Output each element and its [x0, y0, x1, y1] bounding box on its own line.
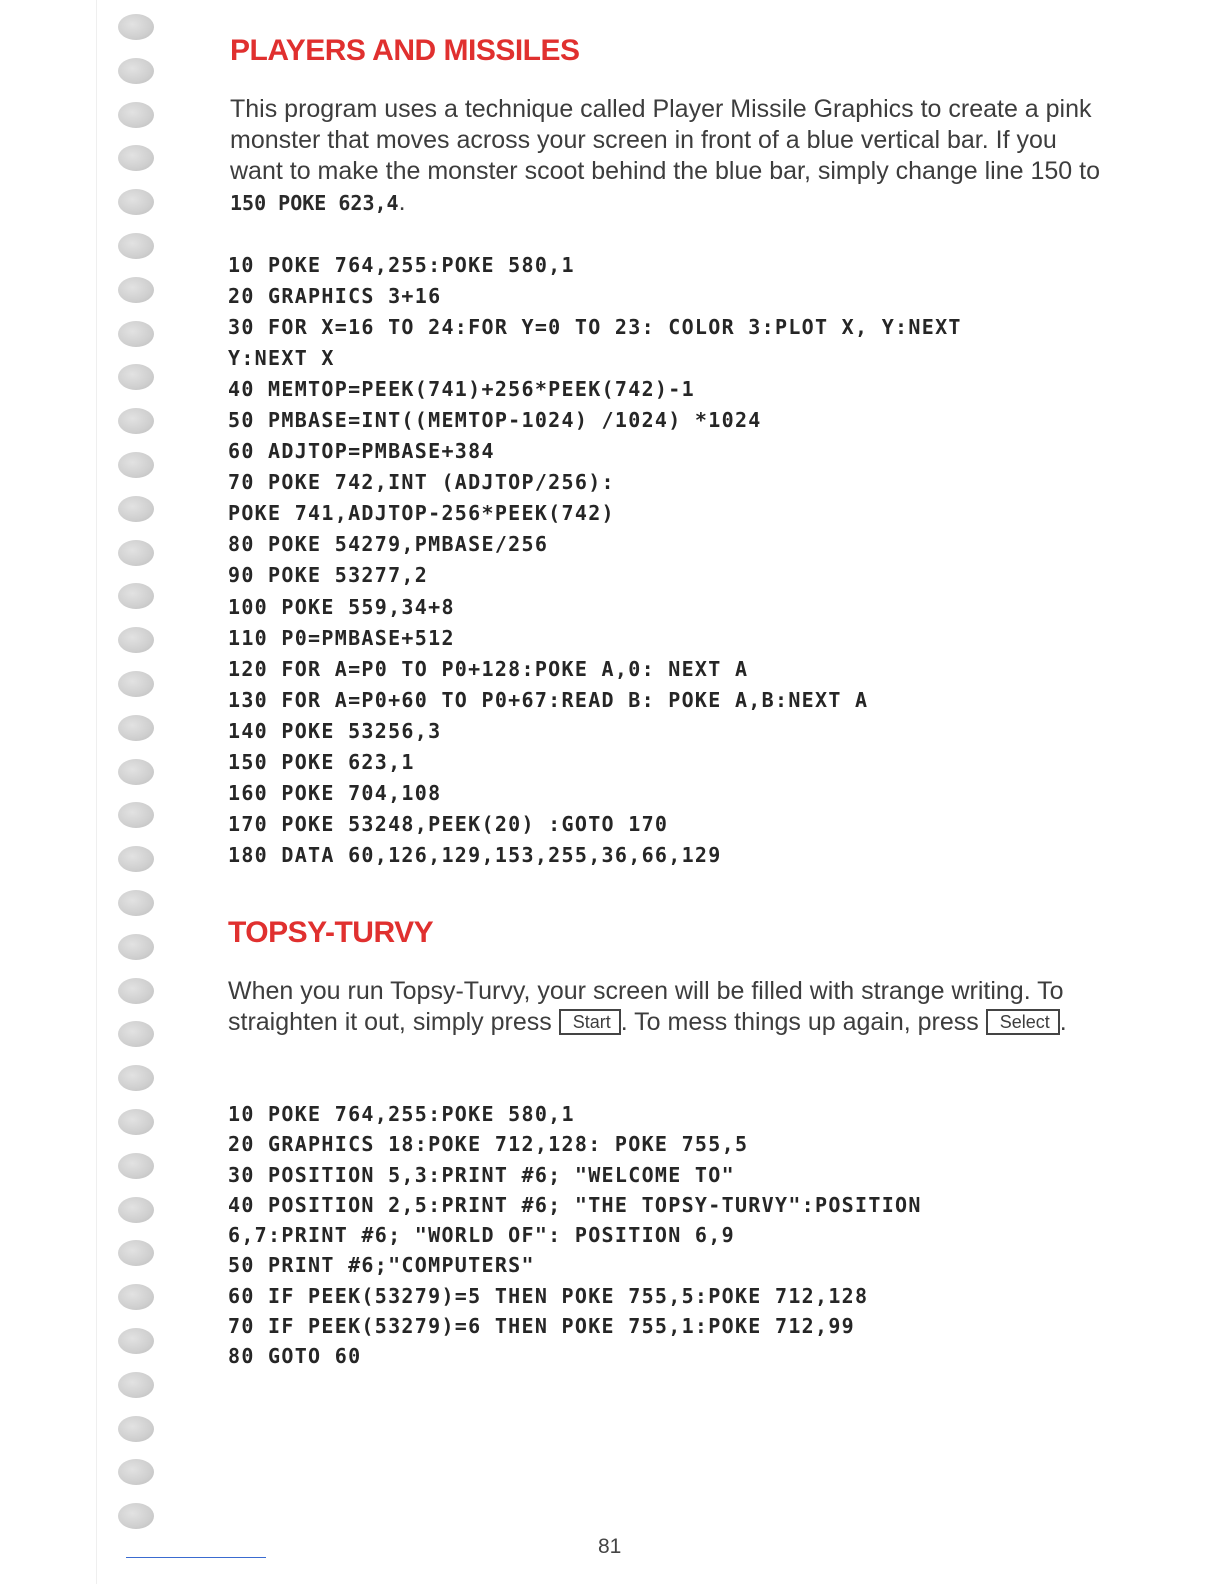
code-line: Y:NEXT X: [228, 346, 335, 371]
intro-text-2: . To mess things up again, press: [620, 1008, 986, 1036]
code-line: 70 IF PEEK(53279)=6 THEN POKE 755,1:POKE 712,99: [228, 1314, 856, 1339]
intro-end: .: [398, 188, 406, 216]
code-line: 180 DATA 60,126,129,153,255,36,66,129: [228, 842, 722, 867]
code-line: 110 P0=PMBASE+512: [228, 625, 455, 650]
code-line: 120 FOR A=P0 TO P0+128:POKE A,0: NEXT A: [228, 656, 749, 681]
section-title-players-and-missiles: PLAYERS AND MISSILES: [230, 34, 580, 67]
intro-text: This program uses a technique called Player Missile Graphics to create a pink monster that moves across your screen in front of a blue vertical bar. If you want to make the monster scoot behind the blue bar, simply change line 150 to: [230, 95, 1100, 185]
code-line: 20 GRAPHICS 3+16: [228, 284, 442, 309]
code-line: 60 IF PEEK(53279)=5 THEN POKE 755,5:POKE 712,128: [228, 1283, 869, 1308]
code-line: 40 POSITION 2,5:PRINT #6; "THE TOPSY-TURVY":POSITION: [228, 1192, 922, 1217]
code-line: 50 PMBASE=INT((MEMTOP-1024) /1024) *1024: [228, 408, 762, 433]
code-line: 20 GRAPHICS 18:POKE 712,128: POKE 755,5: [228, 1132, 749, 1157]
code-line: 10 POKE 764,255:POKE 580,1: [228, 1102, 575, 1126]
code-line: 30 FOR X=16 TO 24:FOR Y=0 TO 23: COLOR 3:PLOT X, Y:NEXT: [228, 315, 962, 340]
code-line: 140 POKE 53256,3: [228, 718, 442, 743]
inline-code-line-150: 150 POKE 623,4: [230, 191, 399, 215]
code-line: 50 PRINT #6;"COMPUTERS": [228, 1253, 535, 1278]
start-key: Start: [559, 1009, 621, 1035]
footer-rule: [126, 1557, 266, 1558]
code-line: 10 POKE 764,255:POKE 580,1: [228, 253, 575, 277]
code-line: 100 POKE 559,34+8: [228, 594, 455, 619]
code-line: 160 POKE 704,108: [228, 780, 442, 805]
code-line: 30 POSITION 5,3:PRINT #6; "WELCOME TO": [228, 1162, 735, 1187]
section-intro-topsy-turvy: [228, 976, 1098, 1038]
select-key: Select: [986, 1009, 1060, 1035]
code-listing-topsy-turvy: [228, 1099, 922, 1372]
section-title-topsy-turvy: TOPSY-TURVY: [228, 916, 434, 949]
section-intro-players-and-missiles: [230, 94, 1100, 219]
code-line: 40 MEMTOP=PEEK(741)+256*PEEK(742)-1: [228, 377, 695, 402]
code-line: 70 POKE 742,INT (ADJTOP/256):: [228, 470, 615, 495]
code-line: 170 POKE 53248,PEEK(20) :GOTO 170: [228, 811, 669, 836]
code-line: 80 POKE 54279,PMBASE/256: [228, 532, 549, 557]
code-line: 6,7:PRINT #6; "WORLD OF": POSITION 6,9: [228, 1223, 735, 1248]
code-line: 90 POKE 53277,2: [228, 563, 429, 588]
code-line: 150 POKE 623,1: [228, 749, 415, 774]
page-number: 81: [598, 1535, 622, 1558]
code-line: 60 ADJTOP=PMBASE+384: [228, 439, 495, 464]
code-line: 80 GOTO 60: [228, 1344, 362, 1369]
intro-text-1: When you run Topsy-Turvy, your screen will be filled with strange writing. To straighten it out, simply press: [228, 977, 1064, 1036]
code-line: POKE 741,ADJTOP-256*PEEK(742): [228, 501, 615, 526]
code-listing-players-and-missiles: [228, 250, 962, 871]
code-line: 130 FOR A=P0+60 TO P0+67:READ B: POKE A,B:NEXT A: [228, 687, 869, 712]
intro-end: .: [1059, 1008, 1067, 1036]
